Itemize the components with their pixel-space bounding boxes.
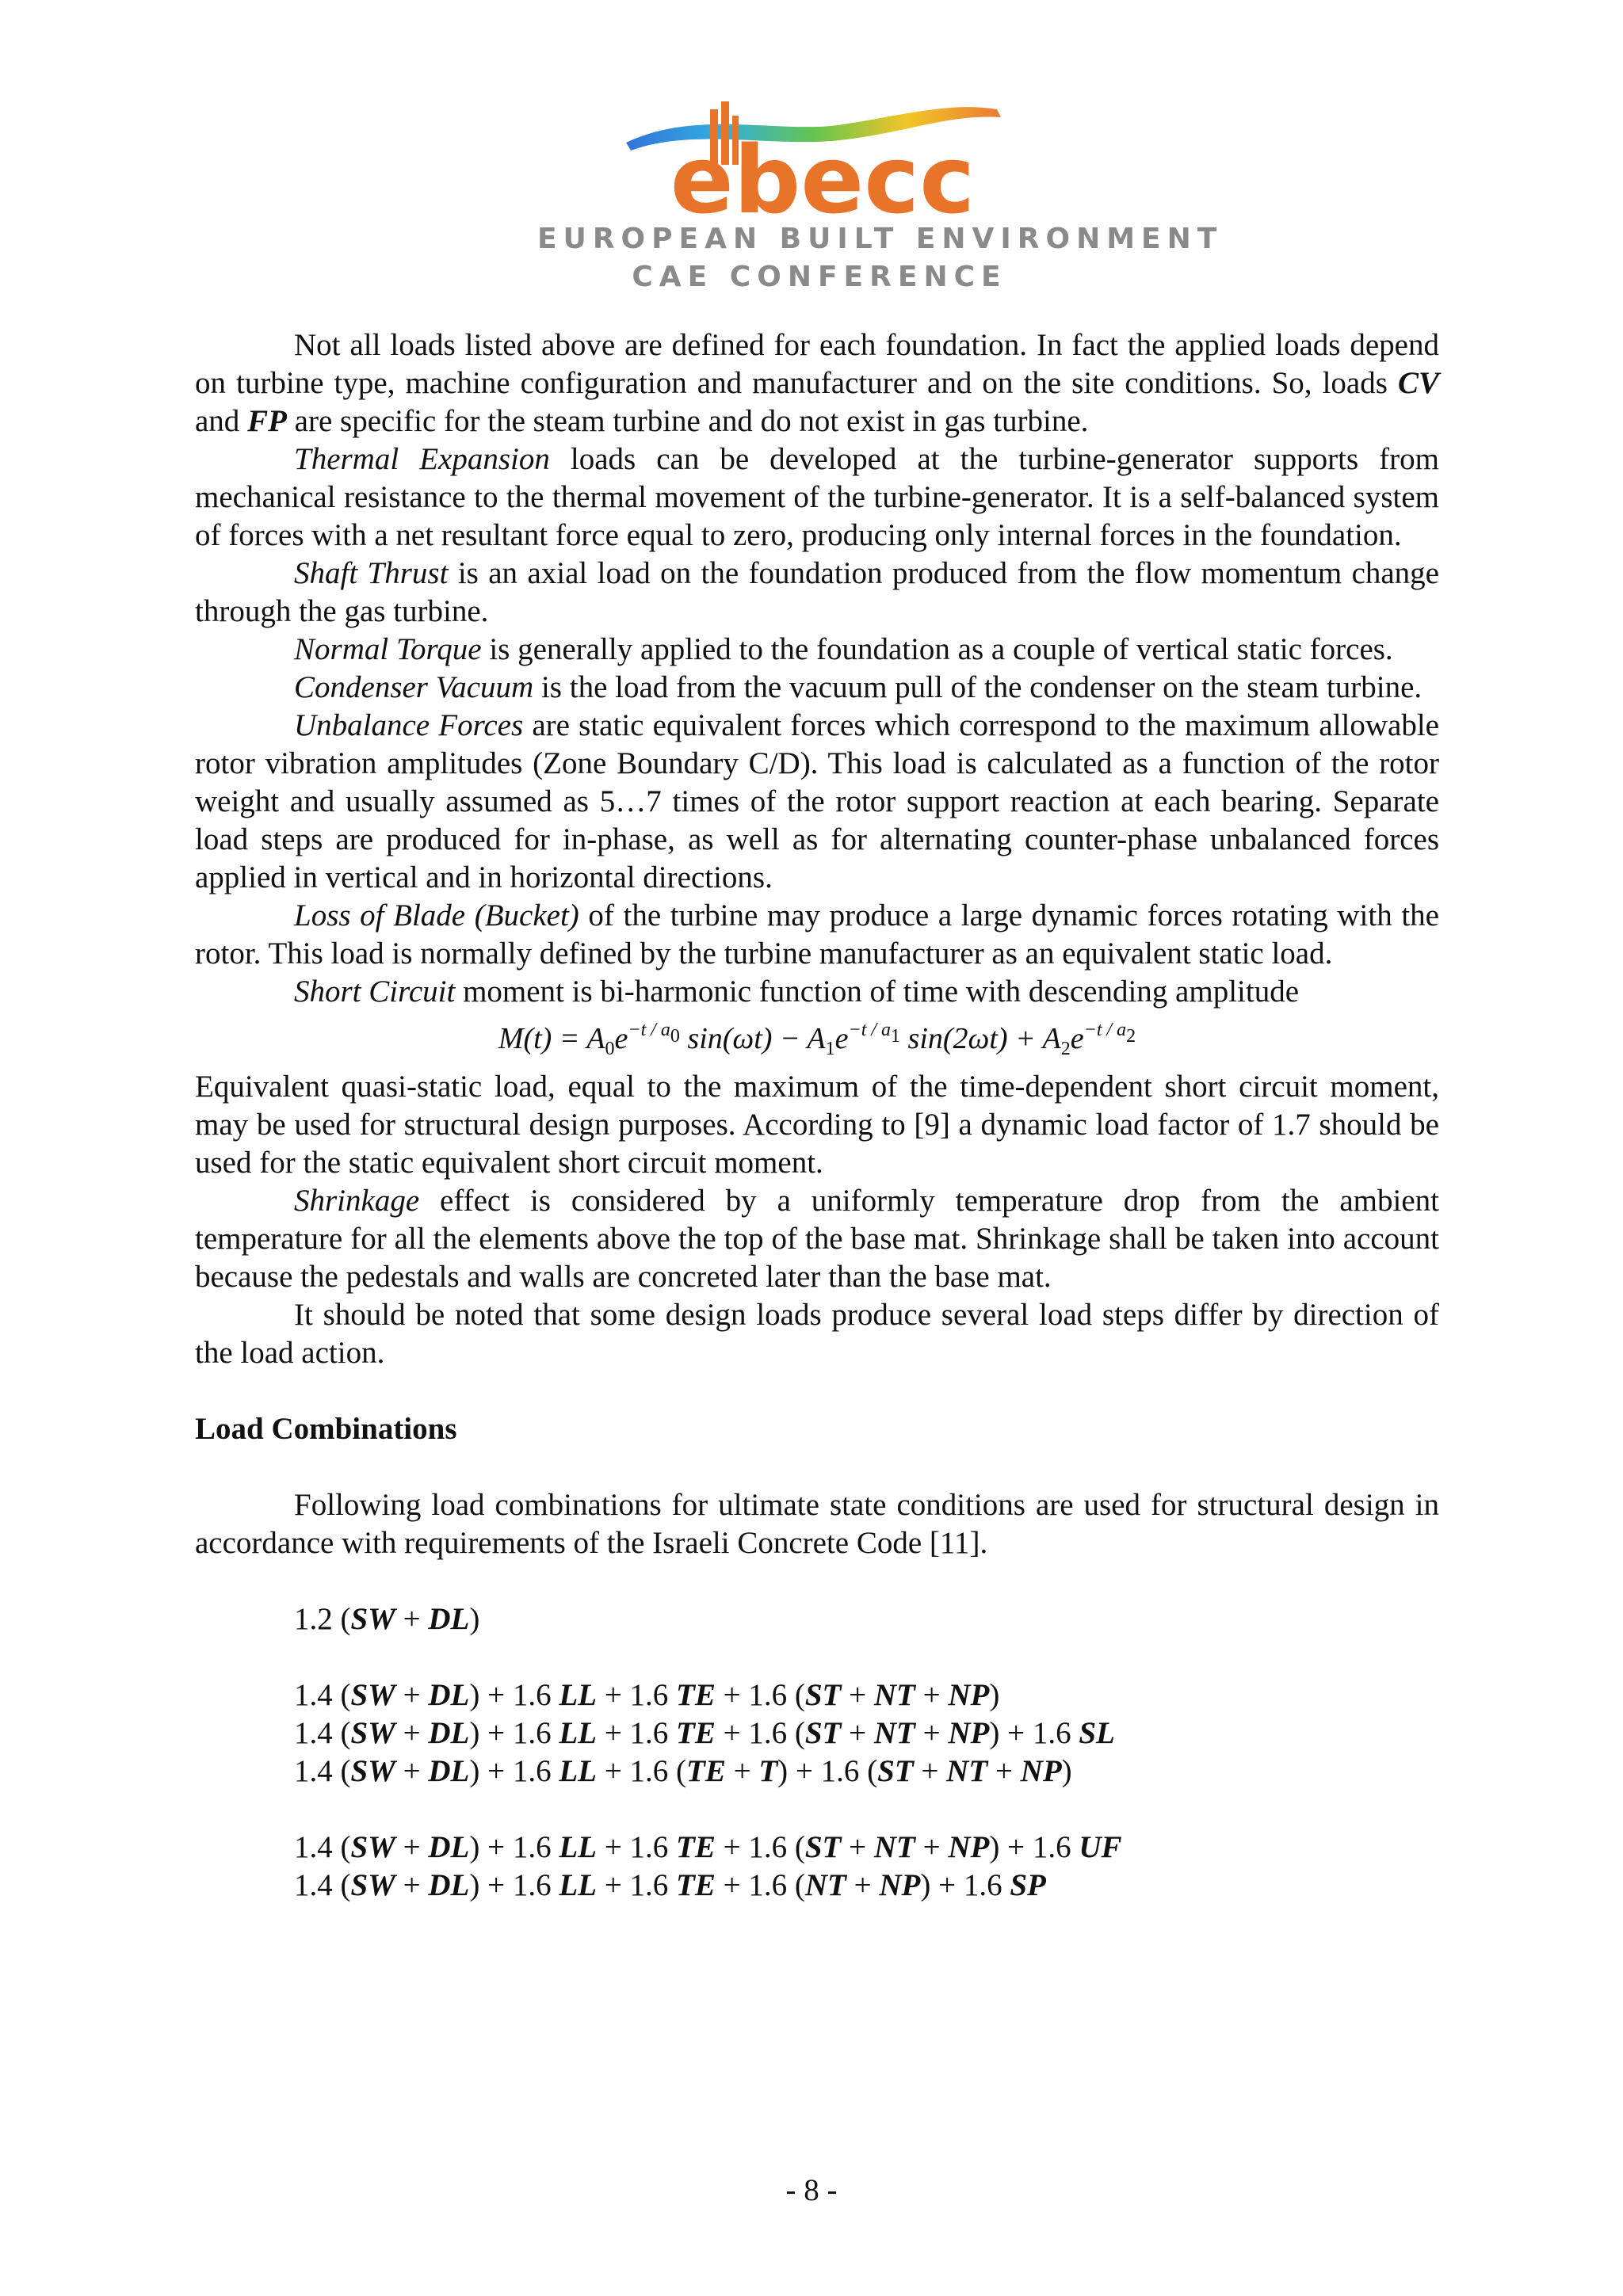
load-symbol: DL [428, 1602, 470, 1636]
load-symbol: T [758, 1754, 778, 1788]
load-symbol: NT [804, 1868, 846, 1902]
text-run: are static equivalent forces which correspond to the maximum allowable rotor vibration amplitudes (Zone Boundary C/D). This load is calculated as a function of the rotor weight and usually assumed as 5…7 times of the rotor support reaction at each bearing. Separate load steps are produced for in-phase, as well as for alternating counter-phase unbalanced forces applied in vertical and in horizontal directions. [195, 708, 1439, 894]
paragraph-thermal-expansion [195, 441, 1439, 555]
logo-line-2: CAE CONFERENCE [632, 261, 1007, 293]
load-symbol: NT [873, 1678, 915, 1712]
paragraph-combinations-intro: Following load combinations for ultimate state conditions are used for structural design in accordance with requirements of the Israeli Concrete Code [11]. [195, 1488, 1439, 1560]
combination-6: 1.4 (SW + DL) + 1.6 LL + 1.6 TE + 1.6 (NT + NP) + 1.6 SP [294, 1868, 1046, 1902]
text-run: is generally applied to the foundation as a couple of vertical static forces. [481, 632, 1393, 666]
paragraph-equivalent-load: Equivalent quasi-static load, equal to the maximum of the time-dependent short circuit moment, may be used for structural design purposes. According to [9] a dynamic load factor of 1.7 should be used for the static equivalent short circuit moment. [195, 1070, 1439, 1180]
term-short-circuit: Short Circuit [294, 974, 456, 1009]
text-run: effect is considered by a uniformly temperature drop from the ambient temperature for all the elements above the top of the base mat. Shrinkage shall be taken into account because the pedestals and walls are concreted later than the base mat. [195, 1184, 1439, 1294]
load-symbol: ST [804, 1716, 842, 1750]
text-run: loads can be developed at the turbine-generator supports from mechanical resistance to the thermal movement of the turbine-generator. It is a self-balanced system of forces with a net resultant force equal to zero, producing only internal forces in the foundation. [195, 442, 1439, 552]
paragraph-short-circuit [195, 973, 1439, 1011]
load-symbol: DL [428, 1754, 470, 1788]
load-symbol: NP [879, 1868, 921, 1902]
formula-part: sin(2ωt) + A [900, 1022, 1061, 1055]
load-symbol: ST [877, 1754, 914, 1788]
term-normal-torque: Normal Torque [294, 632, 482, 666]
formula-subscript: 0 [605, 1039, 615, 1059]
load-symbol: SP [1010, 1868, 1046, 1902]
short-circuit-formula [195, 1011, 1439, 1068]
load-symbol: LL [559, 1868, 598, 1902]
load-symbol: LL [559, 1678, 598, 1712]
formula-exponent: −t / a [628, 1020, 670, 1040]
paragraph-shaft-thrust [195, 555, 1439, 631]
term-condenser-vacuum: Condenser Vacuum [294, 670, 534, 704]
combination-2: 1.4 (SW + DL) + 1.6 LL + 1.6 TE + 1.6 (ST + NT + NP) [294, 1678, 1000, 1712]
paragraph-shrinkage [195, 1182, 1439, 1296]
load-symbol: DL [428, 1678, 470, 1712]
load-symbol-fp: FP [247, 404, 287, 438]
conference-logo [537, 93, 1224, 301]
combination-group-3 [195, 1829, 1439, 1905]
load-symbol: TE [676, 1678, 716, 1712]
load-symbol: SW [350, 1754, 395, 1788]
load-symbol: TE [676, 1716, 716, 1750]
formula-subscript: 0 [670, 1026, 680, 1047]
formula-exponent: −t / a [1083, 1020, 1127, 1040]
load-symbol: NP [948, 1830, 990, 1864]
formula-part: e [614, 1022, 628, 1055]
load-symbol: NP [948, 1678, 990, 1712]
combination-4: 1.4 (SW + DL) + 1.6 LL + 1.6 (TE + T) + 1.6 (ST + NT + NP) [294, 1754, 1072, 1788]
load-symbol: SW [350, 1830, 395, 1864]
paragraph-loads-intro [195, 326, 1439, 441]
formula-part: e [1070, 1022, 1084, 1055]
load-symbol: DL [428, 1716, 470, 1750]
paragraph-unbalance-forces [195, 707, 1439, 897]
paragraph-normal-torque [195, 631, 1439, 669]
term-shaft-thrust: Shaft Thrust [294, 556, 449, 590]
text-run: is an axial load on the foundation produced from the flow momentum change through the gas turbine. [195, 556, 1439, 628]
load-symbol: SW [350, 1868, 395, 1902]
formula-part: M(t) = A [498, 1022, 605, 1055]
load-symbol: LL [559, 1716, 598, 1750]
combination-1: 1.2 (SW + DL) [294, 1602, 480, 1636]
main-content [195, 326, 1439, 1905]
load-symbol: TE [676, 1868, 716, 1902]
text-run: Not all loads listed above are defined for each foundation. In fact the applied loads depend on turbine type, machine configuration and manufacturer and on the site conditions. So, loads [195, 328, 1439, 400]
load-symbol: DL [428, 1868, 470, 1902]
load-symbol: SW [350, 1602, 395, 1636]
formula-subscript: 2 [1060, 1039, 1071, 1059]
load-symbol: SL [1079, 1716, 1115, 1750]
formula-subscript: 1 [825, 1039, 835, 1059]
load-symbol: ST [804, 1678, 842, 1712]
load-symbol: DL [428, 1830, 470, 1864]
term-loss-of-blade: Loss of Blade (Bucket) [294, 898, 579, 933]
load-symbol: NP [1020, 1754, 1062, 1788]
load-symbol: NT [873, 1716, 915, 1750]
logo-line-1: EUROPEAN BUILT ENVIRONMENT [537, 223, 1224, 255]
load-symbol: ST [804, 1830, 842, 1864]
logo-wordmark: ebecc [670, 125, 976, 228]
combination-group-1 [195, 1600, 1439, 1638]
formula-subscript: 2 [1126, 1026, 1136, 1047]
formula-subscript: 1 [891, 1026, 901, 1047]
load-symbol: SW [350, 1716, 395, 1750]
formula-part: sin(ωt) − A [679, 1022, 826, 1055]
text-run: of the turbine may produce a large dynamic forces rotating with the rotor. This load is normally defined by the turbine manufacturer as an equivalent static load. [195, 898, 1439, 971]
load-symbol-cv: CV [1397, 366, 1439, 400]
load-symbol: LL [559, 1754, 598, 1788]
paragraph-load-steps-note: It should be noted that some design loads produce several load steps differ by direction of the load action. [195, 1298, 1439, 1370]
term-unbalance-forces: Unbalance Forces [294, 708, 524, 742]
text-run: are specific for the steam turbine and do not exist in gas turbine. [286, 404, 1089, 438]
load-symbol: UF [1079, 1830, 1122, 1864]
combination-5: 1.4 (SW + DL) + 1.6 LL + 1.6 TE + 1.6 (ST + NT + NP) + 1.6 UF [294, 1830, 1122, 1864]
load-symbol: TE [676, 1830, 716, 1864]
text-run: and [195, 404, 248, 438]
load-symbol: LL [559, 1830, 598, 1864]
load-symbol: NT [873, 1830, 915, 1864]
formula-exponent: −t / a [848, 1020, 892, 1040]
text-run: is the load from the vacuum pull of the condenser on the steam turbine. [533, 670, 1423, 704]
section-heading-load-combinations: Load Combinations [195, 1412, 457, 1446]
term-shrinkage: Shrinkage [294, 1184, 420, 1218]
term-thermal-expansion: Thermal Expansion [294, 442, 550, 476]
paragraph-loss-of-blade [195, 897, 1439, 973]
load-symbol: TE [686, 1754, 726, 1788]
paragraph-condenser-vacuum [195, 669, 1439, 707]
combination-group-2 [195, 1676, 1439, 1791]
load-symbol: SW [350, 1678, 395, 1712]
load-symbol: NT [946, 1754, 988, 1788]
ebecc-logo-graphic [537, 93, 1102, 228]
load-symbol: NP [948, 1716, 990, 1750]
formula-part: e [834, 1022, 849, 1055]
text-run: moment is bi-harmonic function of time with descending amplitude [455, 974, 1300, 1009]
combination-3: 1.4 (SW + DL) + 1.6 LL + 1.6 TE + 1.6 (ST + NT + NP) + 1.6 SL [294, 1716, 1115, 1750]
page-number: - 8 - [785, 2173, 838, 2207]
